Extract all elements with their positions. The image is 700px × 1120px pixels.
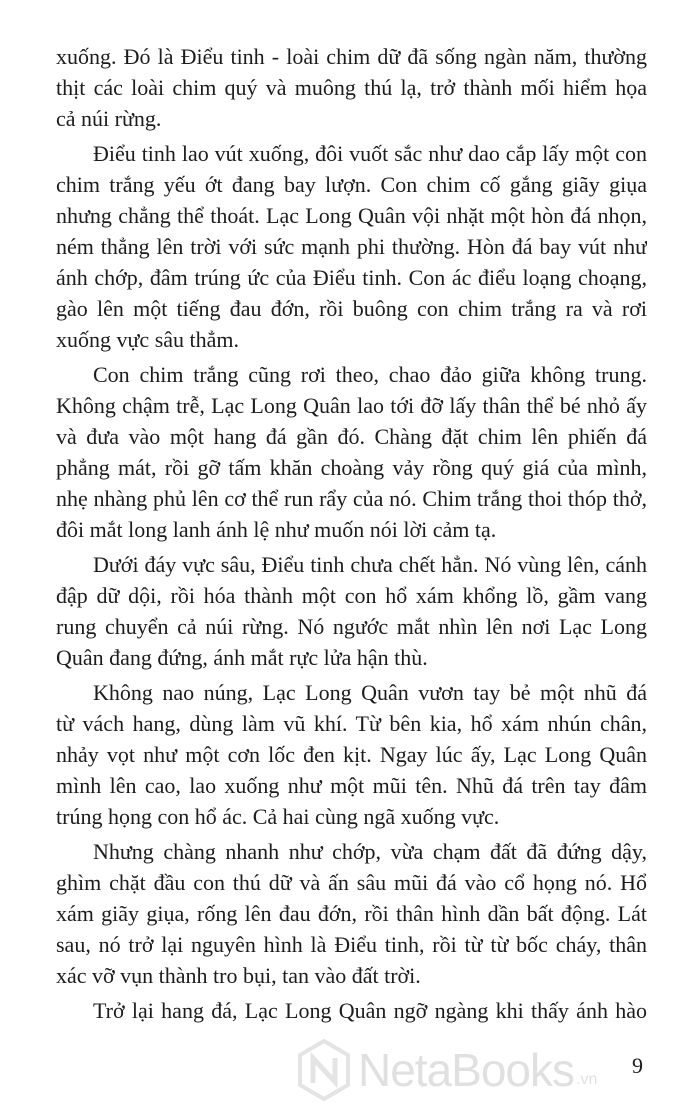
text-line: ghìm chặt đầu con thú dữ và ấn sâu mũi đá vào cổ họng nó. Hổ [56,870,647,895]
paragraph [56,836,647,991]
text-line: Trở lại hang đá, Lạc Long Quân ngỡ ngàng khi thấy ánh hào [93,998,647,1023]
text-line: nhẹ nhàng phủ lên cơ thể run rẩy của nó. Chim trắng thoi thóp thở, [56,486,647,511]
paragraph [56,138,647,355]
paragraph [56,995,647,1026]
text-line: ném thẳng lên trời với sức mạnh phi thường. Hòn đá bay vút như [56,234,647,259]
paragraph [56,549,647,673]
text-line: Dưới đáy vực sâu, Điểu tinh chưa chết hẳn. Nó vùng lên, cánh [93,552,647,577]
text-line: chim trắng yếu ớt đang bay lượn. Con chim cố gắng giãy giụa [56,172,647,197]
text-line: thịt các loài chim quý và muông thú lạ, trở thành mối hiểm họa [56,75,647,100]
text-line: xác vỡ vụn thành tro bụi, tan vào đất trời. [56,963,421,988]
paragraph [56,677,647,832]
text-line: trúng họng con hổ ác. Cả hai cùng ngã xuống vực. [56,804,500,829]
page-number: 9 [632,1053,643,1078]
text-line: đập dữ dội, rồi hóa thành một con hổ xám khổng lồ, gầm vang [56,583,647,608]
watermark-text: NetaBooks [358,1044,575,1096]
text-line: Điểu tinh lao vút xuống, đôi vuốt sắc như dao cắp lấy một con [93,141,647,166]
text-line: rung chuyển cả núi rừng. Nó ngước mắt nhìn lên nơi Lạc Long [56,614,647,639]
text-line: xuống vực sâu thẳm. [56,327,240,352]
page-body [56,41,647,1026]
text-line: xám giãy giụa, rống lên đau đớn, rồi thân hình dần bất động. Lát [56,901,647,926]
text-line: Không chậm trễ, Lạc Long Quân lao tới đỡ lấy thân thể bé nhỏ ấy [56,393,647,418]
text-line: phẳng mát, rồi gỡ tấm khăn choàng vảy rồng quý giá của mình, [56,455,647,480]
text-line: Không nao núng, Lạc Long Quân vươn tay bẻ một nhũ đá [93,680,647,705]
watermark [296,1038,597,1102]
paragraph [56,359,647,545]
text-line: gào lên một tiếng đau đớn, rồi buông con chim trắng ra và rơi [56,296,647,321]
text-line: và đưa vào một hang đá gần đó. Chàng đặt chim lên phiến đá [56,424,647,449]
text-line: Nhưng chàng nhanh như chớp, vừa chạm đất đã đứng dậy, [93,839,647,864]
text-line: từ vách hang, dùng làm vũ khí. Từ bên kia, hổ xám nhún chân, [56,711,647,736]
text-line: đôi mắt long lanh ánh lệ như muốn nói lời cảm tạ. [56,517,497,542]
text-line: xuống. Đó là Điểu tinh - loài chim dữ đã sống ngàn năm, thường [56,44,647,69]
text-line: ánh chớp, đâm trúng ức của Điểu tinh. Con ác điểu loạng choạng, [56,265,647,290]
text-line: nhưng chẳng thể thoát. Lạc Long Quân vội nhặt một hòn đá nhọn, [56,203,647,228]
text-line: nhảy vọt như một cơn lốc đen kịt. Ngay lúc ấy, Lạc Long Quân [56,742,647,767]
text-line: Con chim trắng cũng rơi theo, chao đảo giữa không trung. [93,362,647,387]
text-line: sau, nó trở lại nguyên hình là Điểu tinh, rồi từ từ bốc cháy, thân [56,932,647,957]
text-line: mình lên cao, lao xuống như một mũi tên. Nhũ đá trên tay đâm [56,773,647,798]
netabooks-logo-icon [296,1038,352,1102]
paragraph [56,41,647,134]
text-line: cả núi rừng. [56,106,162,131]
watermark-suffix: .vn [576,1071,598,1088]
text-line: Quân đang đứng, ánh mắt rực lửa hận thù. [56,645,428,670]
